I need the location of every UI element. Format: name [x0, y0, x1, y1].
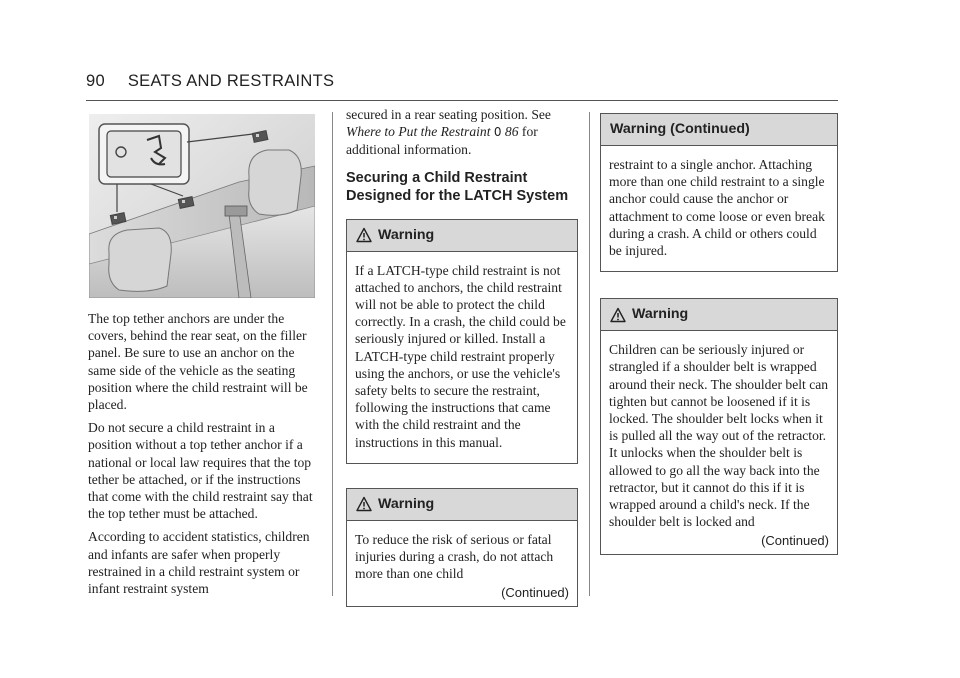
- column-divider-1: [332, 112, 333, 596]
- column-3: [600, 113, 838, 555]
- warning-box-multiple-restraints: [346, 488, 578, 607]
- column-divider-2: [589, 112, 590, 596]
- warning-text: Children can be seriously injured or strangled if a shoulder belt is wrapped around their neck. The shoulder belt can tighten but cannot be loosened if it is locked. The shoulder belt locks when it is pulled all the way out of the retractor. It unlocks when the shoulder belt is allowed to go all the way back into the retractor, but it cannot do this if it is wrapped around a child's neck. If the shoulder belt is locked and: [609, 342, 829, 530]
- paragraph-accident-stats: According to accident statistics, children and infants are safer when properly restrained in a child restraint system or infant restraint system: [88, 529, 310, 597]
- warning-box-latch: [346, 219, 578, 464]
- column-1: [88, 310, 320, 603]
- cross-reference-link[interactable]: Where to Put the Restraint: [346, 124, 491, 140]
- paragraph-tether-location: The top tether anchors are under the covers, behind the rear seat, on the filler panel. Be sure to use an anchor on the same side of the vehicle as the seating position where the child restraint will be placed.: [88, 311, 308, 413]
- intro-tail: for additional information.: [346, 124, 538, 158]
- continued-label: (Continued): [761, 533, 829, 549]
- page-header: [86, 72, 334, 91]
- page-reference-icon: 0: [493, 125, 502, 140]
- warning-box-shoulder-belt: [600, 298, 838, 554]
- page-number: 90: [86, 72, 105, 90]
- warning-header: [347, 220, 577, 252]
- warning-body: restraint to a single anchor. Attaching more than one child restraint to a single anchor could cause the anchor or attachment to come loose or even break during a crash. A child or others could be injured.: [609, 157, 825, 259]
- warning-body: If a LATCH-type child restraint is not attached to anchors, the child restraint will not be able to protect the child correctly. In a crash, the child could be seriously injured or killed. Install a LATCH-type child restraint properly using the anchors, or use the vehicle's safety belts to secure the restraint, following the instructions that came with the child restraint and the instructions in this manual.: [355, 262, 566, 450]
- warning-header: [347, 489, 577, 521]
- warning-triangle-icon: [610, 307, 626, 323]
- warning-title: Warning: [378, 495, 435, 512]
- cross-reference-page[interactable]: 86: [504, 124, 519, 140]
- intro-text: secured in a rear seating position. See: [346, 107, 551, 122]
- warning-triangle-icon: [356, 496, 372, 512]
- continued-label: (Continued): [501, 585, 569, 601]
- warning-triangle-icon: [356, 227, 372, 243]
- paragraph-see-reference: [346, 106, 578, 159]
- section-title: SEATS AND RESTRAINTS: [127, 72, 335, 90]
- warning-title: Warning (Continued): [610, 120, 750, 137]
- warning-body: [347, 521, 577, 606]
- header-rule: [86, 100, 838, 101]
- subheading-latch: Securing a Child Restraint Designed for the LATCH System: [346, 169, 569, 204]
- warning-header: [601, 299, 837, 331]
- warning-header: [601, 114, 837, 146]
- warning-title: Warning: [632, 306, 689, 323]
- warning-text: To reduce the risk of serious or fatal injuries during a crash, do not attach more than one child: [355, 531, 554, 582]
- paragraph-tether-law: Do not secure a child restraint in a position without a top tether anchor if a national or local law requires that the top tether be attached, or if the instructions that come with the child restraint say that the top tether must be attached.: [88, 420, 313, 522]
- rear-seat-tether-anchor-illustration: [89, 114, 315, 298]
- warning-box-continued: [600, 113, 838, 272]
- warning-body: [601, 331, 837, 553]
- warning-title: Warning: [378, 226, 435, 243]
- column-2: [346, 106, 578, 607]
